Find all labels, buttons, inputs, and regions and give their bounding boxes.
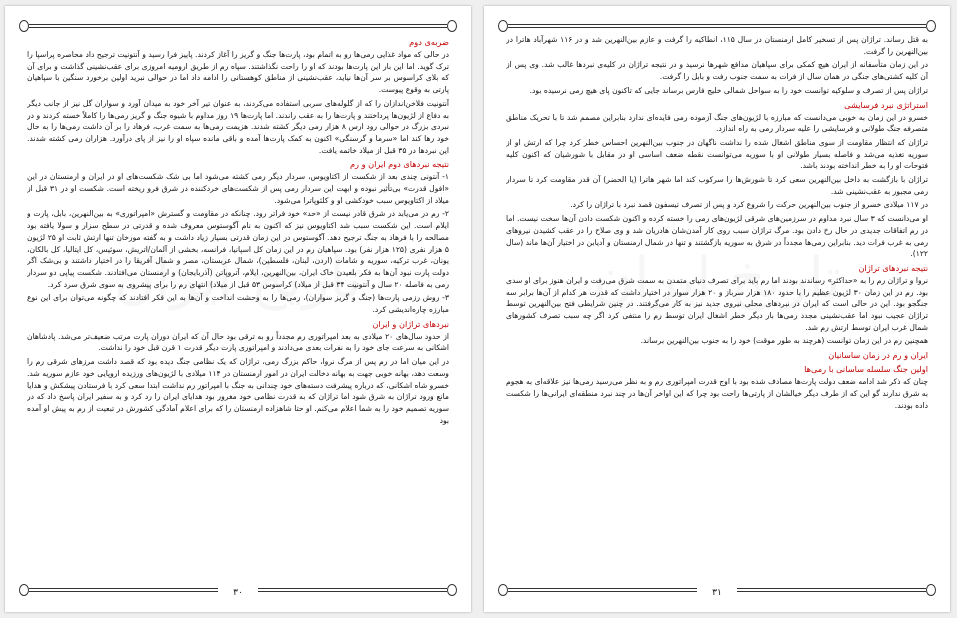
section-heading: استراتژی نبرد فرسایشی	[844, 99, 928, 110]
section-heading: نتیجه نبردهای دوم ایران و رم	[349, 159, 449, 170]
paragraph: آنتونیت فلاخن‌اندازان را که از گلوله‌های سربی استفاده می‌کردند، به عنوان تیر آخر خود به میدان آورد و سواران گل نیز از جانب دیگر به دفاع از لژیون‌ها پرداختند و پارت‌ها را به عقب راندند. اما پارت‌ها ۱۹ روز مداوم با شیوه جنگ و گریز رمی‌ها را کاملاً خسته کردند و در نبردی بزرگ در حوالی رود ارس ۸ هزار رمی دیگر کشته شدند. هزیمت رمی‌ها به سمت غرب، فرهاد را بر آن داشت رمی‌ها را به حال خود رها کند اما «سرما و گرسنگی» اکنون به کمک پارت‌ها آمده و باقی مانده سپاه او را نیز از پای درآورد. هزاران رمی کشته شدند. این نبردها در ۳۵ قبل از میلاد خاتمه یافت.	[27, 98, 449, 155]
section-heading: ایران و رم در زمان ساسانیان	[828, 350, 928, 361]
paragraph: تراژان با بازگشت به داخل بین‌النهرین سعی کرد تا شورش‌ها را سرکوب کند اما شهر هاترا (یا الحضر) آن قدر مقاومت کرد تا سردار رمی مجبور به عقب‌نشینی شد.	[506, 175, 928, 196]
left-page-text	[27, 34, 449, 574]
paragraph: همچنین رم در این زمان توانست (هرچند به طور موقت) خود را به جنوب بین‌النهرین برساند.	[640, 336, 928, 346]
paragraph: در حالی که مواد غذایی رمی‌ها رو به اتمام بود، پارت‌ها جنگ و گریز را آغاز کردند. پاییز فرا رسید و آنتونیت ترجیح داد محاصره پراسپا را ترک گوید. اما این بار این پارت‌ها بودند که او را راحت نگذاشتند. سپاه رم از طریق ارومیه امروزی برای عقب‌نشینی گذاشت و برای آن که بلای کراسوس بر سر آن‌ها نیاید، عقب‌نشینی از مناطق کوهستانی را ادامه داد اما در حوالی نبرید اولین برخورد سنگین با سپاهیان پارتی به وقوع پیوست.	[27, 50, 449, 95]
paragraph: تراژان که انتظار مقاومت از سوی مناطق اشغال شده را نداشت ناگهان در جنوب بین‌النهرین احساس خطر کرد چرا که ارتش او از سوریه تغذیه می‌شد و فاصله بسیار طولانی او با سوریه می‌توانست نقطه ضعف اساسی او در مقابل با شورشیان که اکنون کلیه فتوحات او را به خطر انداخته بودند باشد.	[506, 137, 928, 171]
left-page	[5, 6, 471, 612]
section-heading: نتیجه نبردهای تراژان	[858, 262, 928, 273]
paragraph: در این میان اما در رم پس از مرگ نروا، حاکم بزرگ رمی، تراژان که یک نظامی جنگ دیده بود که قصد داشت مرزهای شرقی رم را وسعت دهد، بهانه خوبی جهت به بهانه دخالت ایران در امور ارمنستان در ۱۱۴ میلادی با لژیون‌های ورزیده اروپایی خود عازم سوریه شد. خسرو شاه اشکانی، که درباره پیشرفت دسته‌های خود چندانی به جنگ با امپراتور رم نداشت ابتدا سعی کرد با فرستادن پیشکش و هدایا مانع ورود تراژان به شرق شود اما تراژان که به قدرت نظامی خود مغرور بود هدایای ایران را رد کرد و به سفیر ایران پاسخ داد که در سوریه تصمیم خود را به شما اعلام می‌کنم. او حتا شاهزاده ارمنستان را که برای اعلام آمادگی کشورش در تبعیت از رم به پیش او آمده بود	[27, 357, 449, 425]
section-heading: ضربه‌ی دوم	[409, 37, 449, 47]
paragraph: نروا و تراژان رم را به «حداکثر» رساندند بودند اما رم باید برای تصرف دنیای متمدن به سمت شرق می‌رفت و ایران هنوز برای او سدی بود. رم در این زمان ۳۰ لژیون عظیم را با حدود ۱۸۰ هزار سرباز و ۲۰ هزار سوار در اختیار داشت که قدرت هر کدام از آن‌ها برابر سه جنگجو بود. این در حالی است که ایران در نبردهای محلی نیروی جدید نیز به کار می‌گرفتند. در چنین شرایطی فتح بین‌النهرین توسط تراژان عجیب نبود اما عقب‌نشینی مجدد رمی‌ها بار دیگر خطر اشغال ایران توسط رم را منتفی کرد اگر چه سبب تصرف کشورهای شمال غرب ایران توسط ارتش رم شد.	[506, 275, 928, 332]
paragraph: به قتل رساند. تراژان پس از تسخیر کامل ارمنستان در سال ۱۱۵، انطاکیه را گرفت و عازم بین‌النهرین شد و در ۱۱۶ شهرآباد هاترا در بین‌النهرین را گرفت.	[506, 35, 928, 56]
right-page-text	[506, 34, 928, 574]
paragraph: ۲- رم در می‌یابد در شرق قادر نیست از «حد» خود فراتر رود. چنانکه در مقاومت و گسترش «امپراتوری» به بین‌النهرین، بابل، پارت و ایلام است. این شکست سبب شد اکتاویوس نیز که اکنون به نام آگوستوس معروف شده و قدرتی در سطح سزار و سولا یافته بود مصالحه را با فرهاد به جنگ ترجیح دهد. آگوستوس در این زمان قدرتی بسیار زیاد داشت و به گفته مورخان تنها ارتش ثابت او ۲۵ لژیون ۵ هزار نفری (۱۲۵ هزار نفر) بود. سپاهیان رم در این زمان کل اسپانیا، فرانسه، بخشی از آلمان/اتریش، سوئیس، کل ایتالیا، کل بالکان، یونان، غرب ترکیه، سوریه و شامات (اردن، لبنان، فلسطین)، شمال عربستان، مصر و شمال آفریقا را در اختیار داشتند و بی‌شک اگر دولت پارت نبود آن‌ها به فکر بلعیدن خاک ایران، بین‌النهرین، ایلام، آتروپاتن (آذربایجان) و ارمنستان می‌افتادند. شکست پیاپی دو سردار رمی به فاصله ۲۰ سال و آنتونیت ۳۴ قبل از میلاد) کراسوس ۵۳ قبل از میلاد) انتهای رم را برای پیشروی به سوی شرق سرد کرد.	[27, 209, 449, 289]
paragraph: او می‌دانست که ۳ سال نبرد مداوم در سرزمین‌های شرقی لژیون‌های رمی را خسته کرده و اکنون شکست دادن آن‌ها سخت نیست. اما در رم اتفاقات جدیدی در حال رخ دادن بود. مرگ تراژان سبب روی کار آمدن‌شان هادریان شد و وی صلاح را در عقب کشیدن نیروهای رمی به غرب فرات دید. بنابراین رمی‌ها مجدداً در شرق به سوریه بازگشتند و تنها در شمال ارمنستان و آدیابن در اختیار آن‌ها ماند (سال ۱۲۲).	[506, 214, 928, 259]
paragraph: در ۱۱۷ میلادی خسرو از جنوب بین‌النهرین حرکت را شروع کرد و پس از تصرف تیسفون قصد نبرد با تراژان را کرد.	[570, 200, 928, 210]
top-ornament-frame	[19, 20, 457, 34]
paragraph: در این زمان متأسفانه از ایران هیچ کمکی برای سپاهیان مدافع شهرها نرسید و در نتیجه تراژان در کلیه‌ی نبردها غالب شد. وی پس از آن کلیه کشتی‌های جنگی در همان سال از فرات به سمت جنوب رفت و بابل را گرفت.	[506, 60, 928, 82]
paragraph: خسرو در این زمان به خوبی می‌دانست که مبارزه با لژیون‌های جنگ آزموده رمی فایده‌ای ندارد بنابراین مصمم شد تا با تحریک مناطق متصرفه جنگ طولانی و فرسایشی را علیه سردار رمی به راه اندازد.	[506, 112, 928, 134]
top-ornament-frame	[498, 20, 936, 34]
paragraph: از حدود سال‌های ۲۰ میلادی به بعد امپراتوری رم مجدداً رو به ترقی بود حال آن که ایران دوران پارت مرتب ضعیف‌تر می‌شد. پادشاهان اشکانی به سرعت جای خود را به نفرات بعدی می‌دادند و امپراتوری پارت دیگر قدرت ۱ قرن قبل خود را نداشت.	[27, 331, 449, 353]
section-heading: نبردهای تراژان و ایران	[372, 318, 449, 329]
paragraph: تراژان پس از تصرف و سلوکیه توانست خود را به سواحل شمالی خلیج فارس برساند جایی که تاکنون پای هیچ رمی نرسیده بود.	[529, 85, 928, 95]
paragraph: چنان که ذکر شد ادامه ضعف دولت پارت‌ها مصادف شده بود با اوج قدرت امپراتوری رم و به نظر می‌رسید رمی‌ها نیز علاقه‌ای به هجوم به شرق ندارند گو این که از طرف دیگر خیالشان از پارتی‌ها راحت بود چرا که این اواخر آن‌ها در چند نبرد منطقه‌ای ایرانی‌ها را شکست داده بودند.	[506, 377, 928, 410]
paragraph: ۳- روش رزمی پارت‌ها (جنگ و گریز سواران)، رمی‌ها را به وحشت انداخت و آن‌ها به این فکر افتادند که چگونه می‌توان برای این نوع مبارزه چاره‌اندیشی کرد.	[27, 293, 449, 315]
page-number: ۳۱	[697, 588, 737, 598]
page-number: ۳۰	[218, 588, 258, 598]
paragraph: ۱- آنتونی چندی بعد از شکست از اکتاویوس، سردار دیگر رمی کشته می‌شود اما بی شک شکست‌های او در ایران و ارمنستان در این «افول قدرت» بی‌تأثیر نبوده و ابهت این سردار رمی پس از شکست‌های خردکننده در شرق فرو ریخته است. شکست او در ۳۱ قبل از میلاد از اکتاویوس سبب خودکشی او و کلئوپاترا می‌شود.	[27, 172, 449, 205]
right-page	[484, 6, 950, 612]
section-heading: اولین جنگ سلسله ساسانی با رمی‌ها	[804, 364, 928, 375]
